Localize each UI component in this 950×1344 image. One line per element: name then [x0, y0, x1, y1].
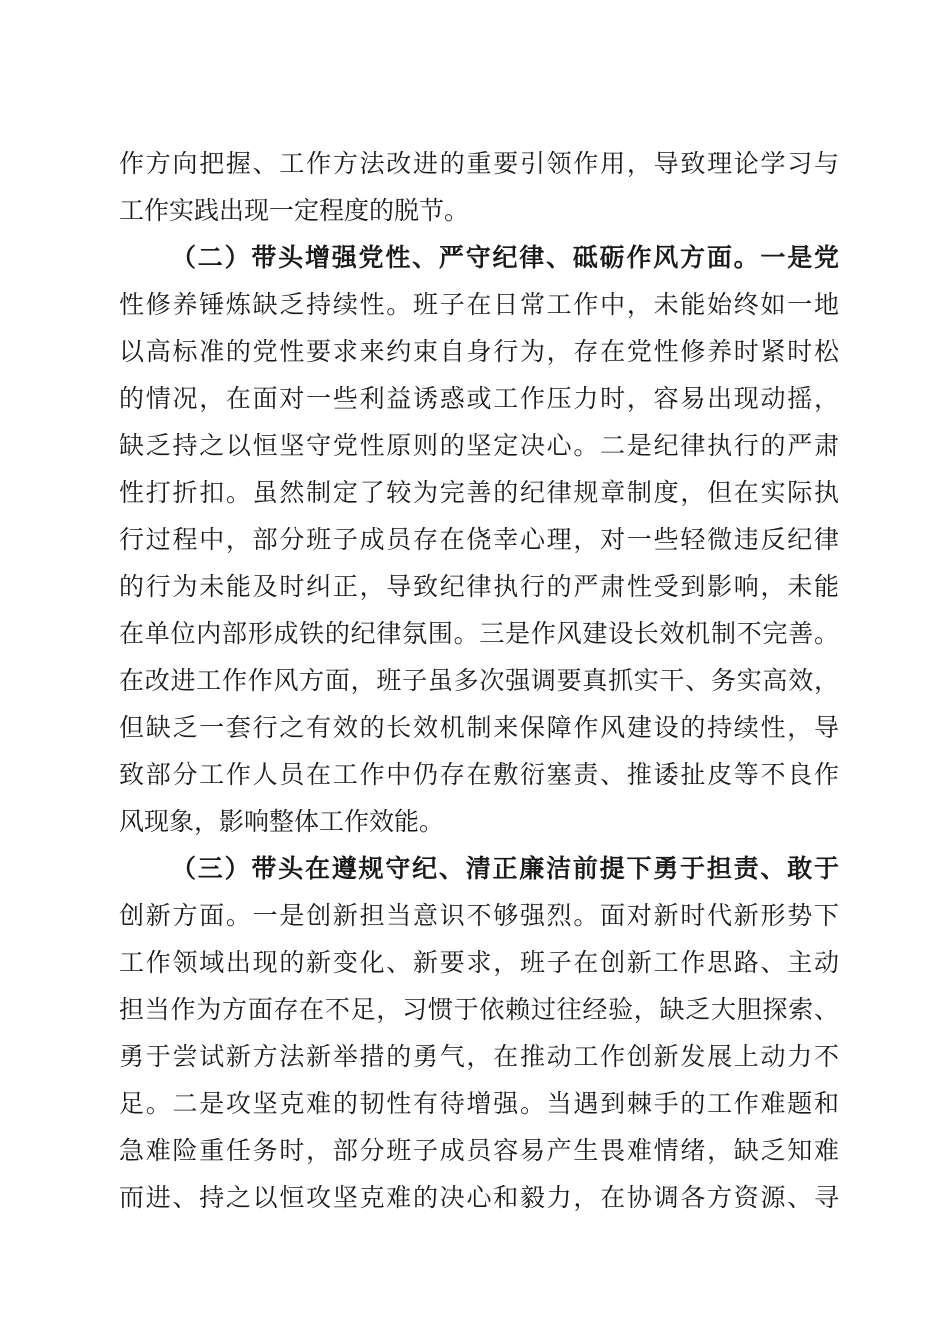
text-line: 性打折扣。虽然制定了较为完善的纪律规章制度，但在实际执 — [119, 478, 839, 507]
text-line: 工作领域出现的新变化、新要求，班子在创新工作思路、主动 — [119, 948, 839, 977]
text-line: 创新方面。一是创新担当意识不够强烈。面对新时代新形势下 — [119, 901, 839, 930]
text-line: 在改进工作作风方面，班子虽多次强调要真抓实干、务实高效， — [119, 666, 839, 695]
section-heading-line: （三）带头在遵规守纪、清正廉洁前提下勇于担责、敢于 — [171, 854, 839, 883]
text-line: 急难险重任务时，部分班子成员容易产生畏难情绪，缺乏知难 — [119, 1136, 839, 1165]
text-line: 的情况，在面对一些利益诱惑或工作压力时，容易出现动摇， — [119, 384, 839, 413]
text-line: 但缺乏一套行之有效的长效机制来保障作风建设的持续性，导 — [119, 713, 839, 742]
text-line: 在单位内部形成铁的纪律氛围。三是作风建设长效机制不完善。 — [119, 619, 839, 648]
text-line: 以高标准的党性要求来约束自身行为，存在党性修养时紧时松 — [119, 337, 839, 366]
text-line: 风现象，影响整体工作效能。 — [119, 807, 445, 836]
section-heading-line: （二）带头增强党性、严守纪律、砥砺作风方面。一是党 — [171, 243, 839, 272]
text-line: 担当作为方面存在不足，习惯于依赖过往经验，缺乏大胆探索、 — [119, 995, 839, 1024]
text-line: 行过程中，部分班子成员存在侥幸心理，对一些轻微违反纪律 — [119, 525, 839, 554]
text-line: 足。二是攻坚克难的韧性有待增强。当遇到棘手的工作难题和 — [119, 1089, 839, 1118]
text-line: 而进、持之以恒攻坚克难的决心和毅力，在协调各方资源、寻 — [119, 1183, 839, 1212]
text-line: 勇于尝试新方法新举措的勇气，在推动工作创新发展上动力不 — [119, 1042, 839, 1071]
text-line: 作方向把握、工作方法改进的重要引领作用，导致理论学习与 — [119, 149, 839, 178]
text-line: 缺乏持之以恒坚守党性原则的坚定决心。二是纪律执行的严肃 — [119, 431, 839, 460]
text-line: 工作实践出现一定程度的脱节。 — [119, 196, 470, 225]
text-line: 致部分工作人员在工作中仍存在敷衍塞责、推诿扯皮等不良作 — [119, 760, 839, 789]
text-line: 性修养锤炼缺乏持续性。班子在日常工作中，未能始终如一地 — [119, 290, 839, 319]
text-line: 的行为未能及时纠正，导致纪律执行的严肃性受到影响，未能 — [119, 572, 839, 601]
